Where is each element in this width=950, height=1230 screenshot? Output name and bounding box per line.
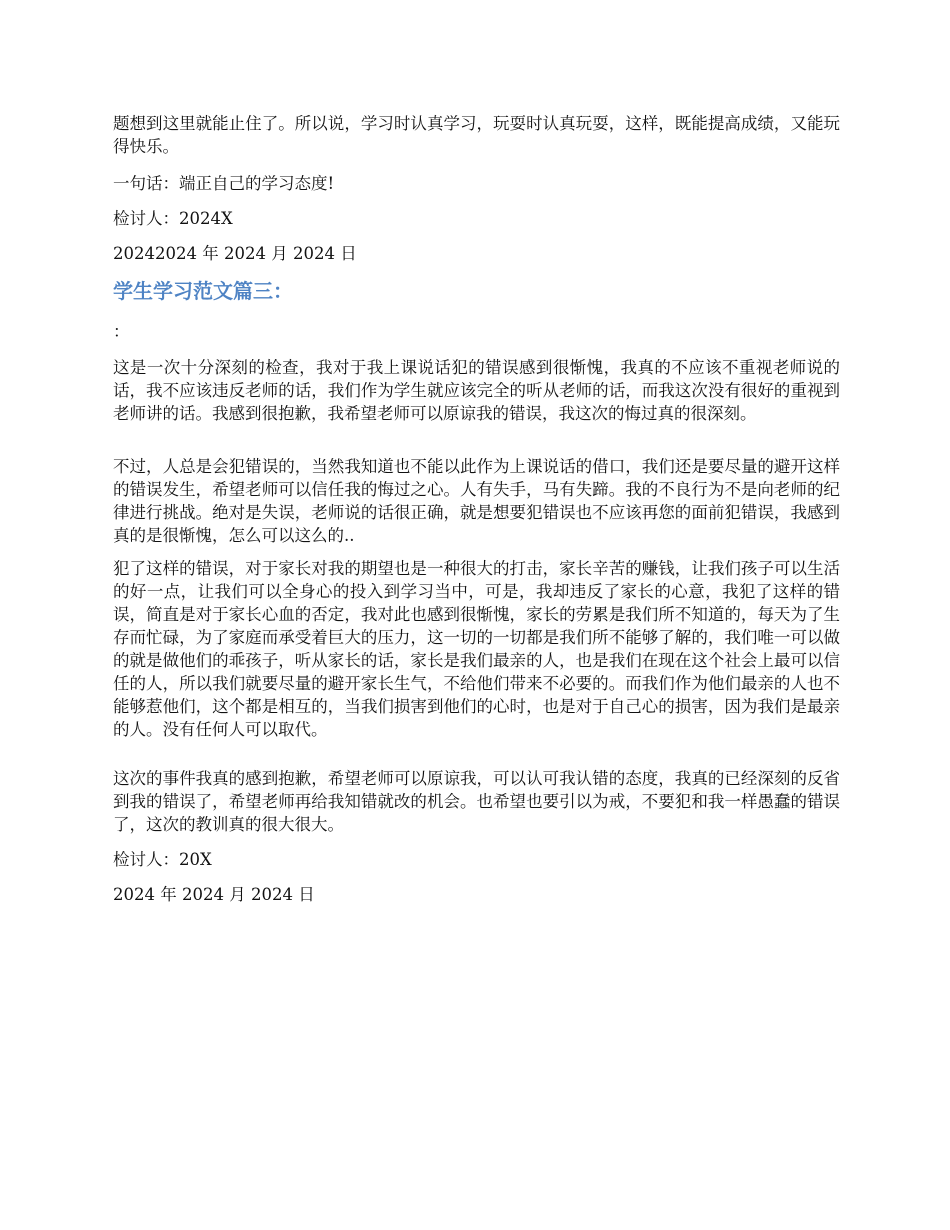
body-paragraph: 这次的事件我真的感到抱歉，希望老师可以原谅我，可以认可我认错的态度，我真的已经深刻的反省到我的错误了，希望老师再给我知错就改的机会。也希望也要引以为戒，不要犯和我一样愚蠢的错误了，这次的教训真的很大很大。 xyxy=(113,769,840,834)
date-line: 2024 年 2024 月 2024 日 xyxy=(113,885,315,904)
body-paragraph: 不过，人总是会犯错误的，当然我知道也不能以此作为上课说话的借口，我们还是要尽量的避开这样的错误发生，希望老师可以信任我的悔过之心。人有失手，马有失蹄。我的不良行为不是向老师的纪律进行挑战。绝对是失误，老师说的话很正确，就是想要犯错误也不应该再您的面前犯错误，我感到真的是很惭愧，怎么可以这么的.. xyxy=(113,457,840,545)
body-paragraph: 犯了这样的错误，对于家长对我的期望也是一种很大的打击，家长辛苦的赚钱，让我们孩子可以生活的好一点，让我们可以全身心的投入到学习当中，可是，我却违反了家长的心意，我犯了这样的错误，简直是对于家长心血的否定，我对此也感到很惭愧，家长的劳累是我们所不知道的，每天为了生存而忙碌，为了家庭而承受着巨大的压力，这一切的一切都是我们所不能够了解的，我们唯一可以做的就是做他们的乖孩子，听从家长的话，家长是我们最亲的人，也是我们在现在这个社会上最可以信任的人，所以我们就要尽量的避开家长生气，不给他们带来不必要的。而我们作为他们最亲的人也不能够惹他们，这个都是相互的，当我们损害到他们的心时，也是对于自己心的损害，因为我们是最亲的人。没有任何人可以取代。 xyxy=(113,559,840,739)
signer-line: 检讨人：2024X xyxy=(113,209,233,228)
summary-line: 一句话：端正自己的学习态度! xyxy=(113,174,335,193)
section-heading: 学生学习范文篇三： xyxy=(113,279,293,303)
intro-paragraph: 题想到这里就能止住了。所以说，学习时认真学习，玩耍时认真玩耍，这样，既能提高成绩，又能玩得快乐。 xyxy=(113,114,840,156)
signer-line: 检讨人：20X xyxy=(113,850,212,869)
salutation: ： xyxy=(113,322,130,341)
date-line: 20242024 年 2024 月 2024 日 xyxy=(113,244,357,263)
body-paragraph: 这是一次十分深刻的检查，我对于我上课说话犯的错误感到很惭愧，我真的不应该不重视老师说的话，我不应该违反老师的话，我们作为学生就应该完全的听从老师的话，而我这次没有很好的重视到老师讲的话。我感到很抱歉，我希望老师可以原谅我的错误，我这次的悔过真的很深刻。 xyxy=(113,358,840,423)
